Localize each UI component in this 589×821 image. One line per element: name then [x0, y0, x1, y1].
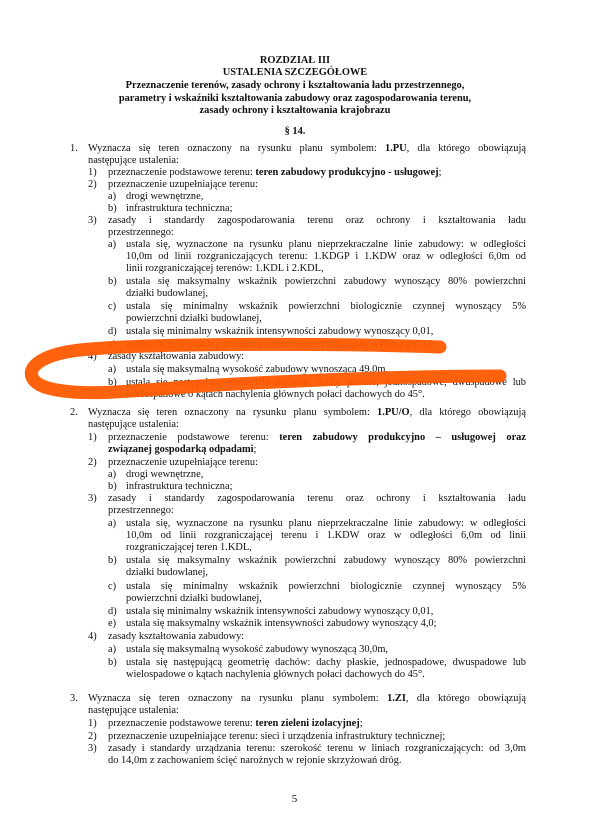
- chapter-subtitle-line: zasady ochrony i kształtowania krajobrazu: [199, 105, 391, 116]
- item-letter: b): [108, 657, 117, 668]
- list-item: zasady i standardy urządzania terenu: szerokość terenu w liniach rozgraniczających: od 3,0m: [108, 743, 526, 754]
- item-letter: a): [108, 364, 117, 375]
- item-letter: e): [108, 618, 117, 629]
- list-subitem: ustala się następującą geometrię dachów: dachy płaskie, jednospadowe, dwuspadowe lub: [126, 657, 526, 668]
- list-subitem-cont: 10,0m od linii rozgraniczającej terenu i 1.KDW oraz w odległości 6,0m od linii: [126, 530, 526, 541]
- list-subitem-cont: rozgraniczającej teren 1.KDL,: [126, 542, 252, 553]
- list-subitem-cont: powierzchni działki budowlanej,: [126, 593, 262, 604]
- list-item: przeznaczenie podstawowe terenu: teren zieleni izolacyjnej;: [108, 718, 363, 729]
- list-subitem: infrastruktura techniczna;: [126, 203, 233, 214]
- item-letter: b): [108, 481, 117, 492]
- list-subitem: drogi wewnętrzne,: [126, 469, 204, 480]
- item-letter: b): [108, 377, 117, 388]
- list-subitem: ustala się maksymalną wysokość zabudowy wynoszącą 30,0m,: [126, 644, 389, 655]
- page-number: 5: [291, 793, 298, 805]
- list-item: zasady i standardy zagospodarowania terenu oraz ochrony i kształtowania ładu: [108, 493, 526, 504]
- list-item: zasady i standardy zagospodarowania terenu oraz ochrony i kształtowania ładu: [108, 215, 526, 226]
- item-number: 3): [88, 215, 97, 226]
- list-subitem: ustala się, wyznaczone na rysunku planu nieprzekraczalne linie zabudowy: w odległości: [126, 239, 526, 250]
- item-letter: d): [108, 606, 117, 617]
- list-subitem-cont: działki budowlanej,: [126, 567, 208, 578]
- list-subitem: ustala się minimalny wskaźnik intensywności zabudowy wynoszący 0,01,: [126, 326, 434, 337]
- list-subitem-cont: powierzchni działki budowlanej,: [126, 313, 262, 324]
- section-heading: § 14.: [284, 126, 306, 137]
- list-item: zasady kształtowania zabudowy:: [108, 351, 245, 362]
- item-number: 4): [88, 631, 97, 642]
- zone-symbol: 1.PU/O: [377, 407, 410, 418]
- item-letter: b): [108, 203, 117, 214]
- paragraph-number: 2.: [70, 407, 78, 418]
- paragraph-intro: Wyznacza się teren oznaczony na rysunku planu symbolem: 1.PU/O, dla którego obowiązują: [88, 407, 526, 418]
- list-item-cont: przestrzennego:: [108, 505, 174, 516]
- list-item: przeznaczenie uzupełniające terenu:: [108, 179, 258, 190]
- paragraph-number: 3.: [70, 693, 78, 704]
- item-letter: d): [108, 326, 117, 337]
- item-number: 4): [88, 351, 97, 362]
- list-subitem: ustala się minimalny wskaźnik intensywności zabudowy wynoszący 0,01,: [126, 606, 434, 617]
- list-item-cont: do 14,0m z zachowaniem ścięć narożnych w rejonie skrzyżowań dróg.: [108, 755, 402, 766]
- item-letter: e): [108, 339, 117, 350]
- list-subitem-cont: wielospadowe o kątach nachylenia głównych połaci dachowych do 45°.: [126, 389, 425, 400]
- item-number: 1): [88, 167, 97, 178]
- item-letter: b): [108, 276, 117, 287]
- list-subitem: infrastruktura techniczna;: [126, 481, 233, 492]
- item-number: 3): [88, 493, 97, 504]
- item-letter: a): [108, 469, 117, 480]
- list-item: przeznaczenie uzupełniające terenu:: [108, 457, 258, 468]
- chapter-heading: ROZDZIAŁ III: [259, 55, 331, 66]
- list-subitem: ustala się maksymalny wskaźnik powierzchni zabudowy wynoszący 80% powierzchni: [126, 555, 526, 566]
- paragraph-intro-cont: następujące ustalenia:: [88, 155, 179, 166]
- list-item: przeznaczenie podstawowe terenu: teren zabudowy produkcyjno - usługowej;: [108, 167, 442, 178]
- chapter-subtitle-line: Przeznaczenie terenów, zasady ochrony i kształtowania ładu przestrzennego,: [125, 80, 465, 91]
- list-subitem: ustala się maksymalną wysokość zabudowy wynoszącą 49,0m,: [126, 364, 389, 375]
- list-item-cont: przestrzennego:: [108, 227, 174, 238]
- chapter-title: USTALENIA SZCZEGÓŁOWE: [222, 67, 368, 78]
- paragraph-intro: Wyznacza się teren oznaczony na rysunku planu symbolem: 1.PU, dla którego obowiązują: [88, 143, 526, 154]
- item-number: 2): [88, 457, 97, 468]
- item-letter: a): [108, 644, 117, 655]
- list-subitem: ustala się minimalny wskaźnik powierzchni biologicznie czynnej wynoszący 5%: [126, 581, 526, 592]
- list-item: przeznaczenie uzupełniające terenu: sieci i urządzenia infrastruktury technicznej;: [108, 731, 446, 742]
- item-letter: a): [108, 191, 117, 202]
- chapter-subtitle-line: parametry i wskaźniki kształtowania zabudowy oraz zagospodarowania terenu,: [118, 93, 472, 104]
- zone-symbol: 1.ZI: [387, 693, 406, 704]
- paragraph-intro-cont: następujące ustalenia:: [88, 705, 179, 716]
- paragraph-number: 1.: [70, 143, 78, 154]
- list-subitem-cont: linii rozgraniczającej terenów: 1.KDL i 2.KDL,: [126, 263, 324, 274]
- list-subitem: ustala się maksymalny wskaźnik intensywności zabudowy wynoszący 4,0;: [126, 339, 437, 350]
- item-letter: a): [108, 518, 117, 529]
- paragraph-intro-cont: następujące ustalenia:: [88, 419, 179, 430]
- list-subitem: drogi wewnętrzne,: [126, 191, 204, 202]
- list-subitem: ustala się minimalny wskaźnik powierzchni biologicznie czynnej wynoszący 5%: [126, 301, 526, 312]
- item-letter: b): [108, 555, 117, 566]
- item-number: 3): [88, 743, 97, 754]
- list-subitem-cont: działki budowlanej,: [126, 288, 208, 299]
- list-subitem-cont: 10,0m od linii rozgraniczających terenu: 1.KDGP i 1.KDW oraz w odległości 6,0m od: [126, 251, 526, 262]
- list-subitem: ustala się maksymalny wskaźnik intensywności zabudowy wynoszący 4,0;: [126, 618, 437, 629]
- item-number: 2): [88, 179, 97, 190]
- item-letter: c): [108, 581, 117, 592]
- list-subitem: ustala się maksymalny wskaźnik powierzchni zabudowy wynoszący 80% powierzchni: [126, 276, 526, 287]
- list-subitem-cont: wielospadowe o kątach nachylenia głównych połaci dachowych do 45°.: [126, 669, 425, 680]
- item-letter: c): [108, 301, 117, 312]
- item-number: 1): [88, 432, 97, 443]
- list-subitem: ustala się następującą geometrię dachów: dachy płaskie, jednospadowe, dwuspadowe lub: [126, 377, 526, 388]
- item-number: 1): [88, 718, 97, 729]
- paragraph-intro: Wyznacza się teren oznaczony na rysunku planu symbolem: 1.ZI, dla którego obowiązują: [88, 693, 526, 704]
- item-number: 2): [88, 731, 97, 742]
- zone-symbol: 1.PU: [385, 143, 407, 154]
- item-letter: a): [108, 239, 117, 250]
- list-item-cont: związanej gospodarką odpadami;: [108, 444, 257, 455]
- list-item: zasady kształtowania zabudowy:: [108, 631, 245, 642]
- list-subitem: ustala się, wyznaczone na rysunku planu nieprzekraczalne linie zabudowy: w odległości: [126, 518, 526, 529]
- list-item: przeznaczenie podstawowe terenu: teren zabudowy produkcyjno – usługowej oraz: [108, 432, 526, 443]
